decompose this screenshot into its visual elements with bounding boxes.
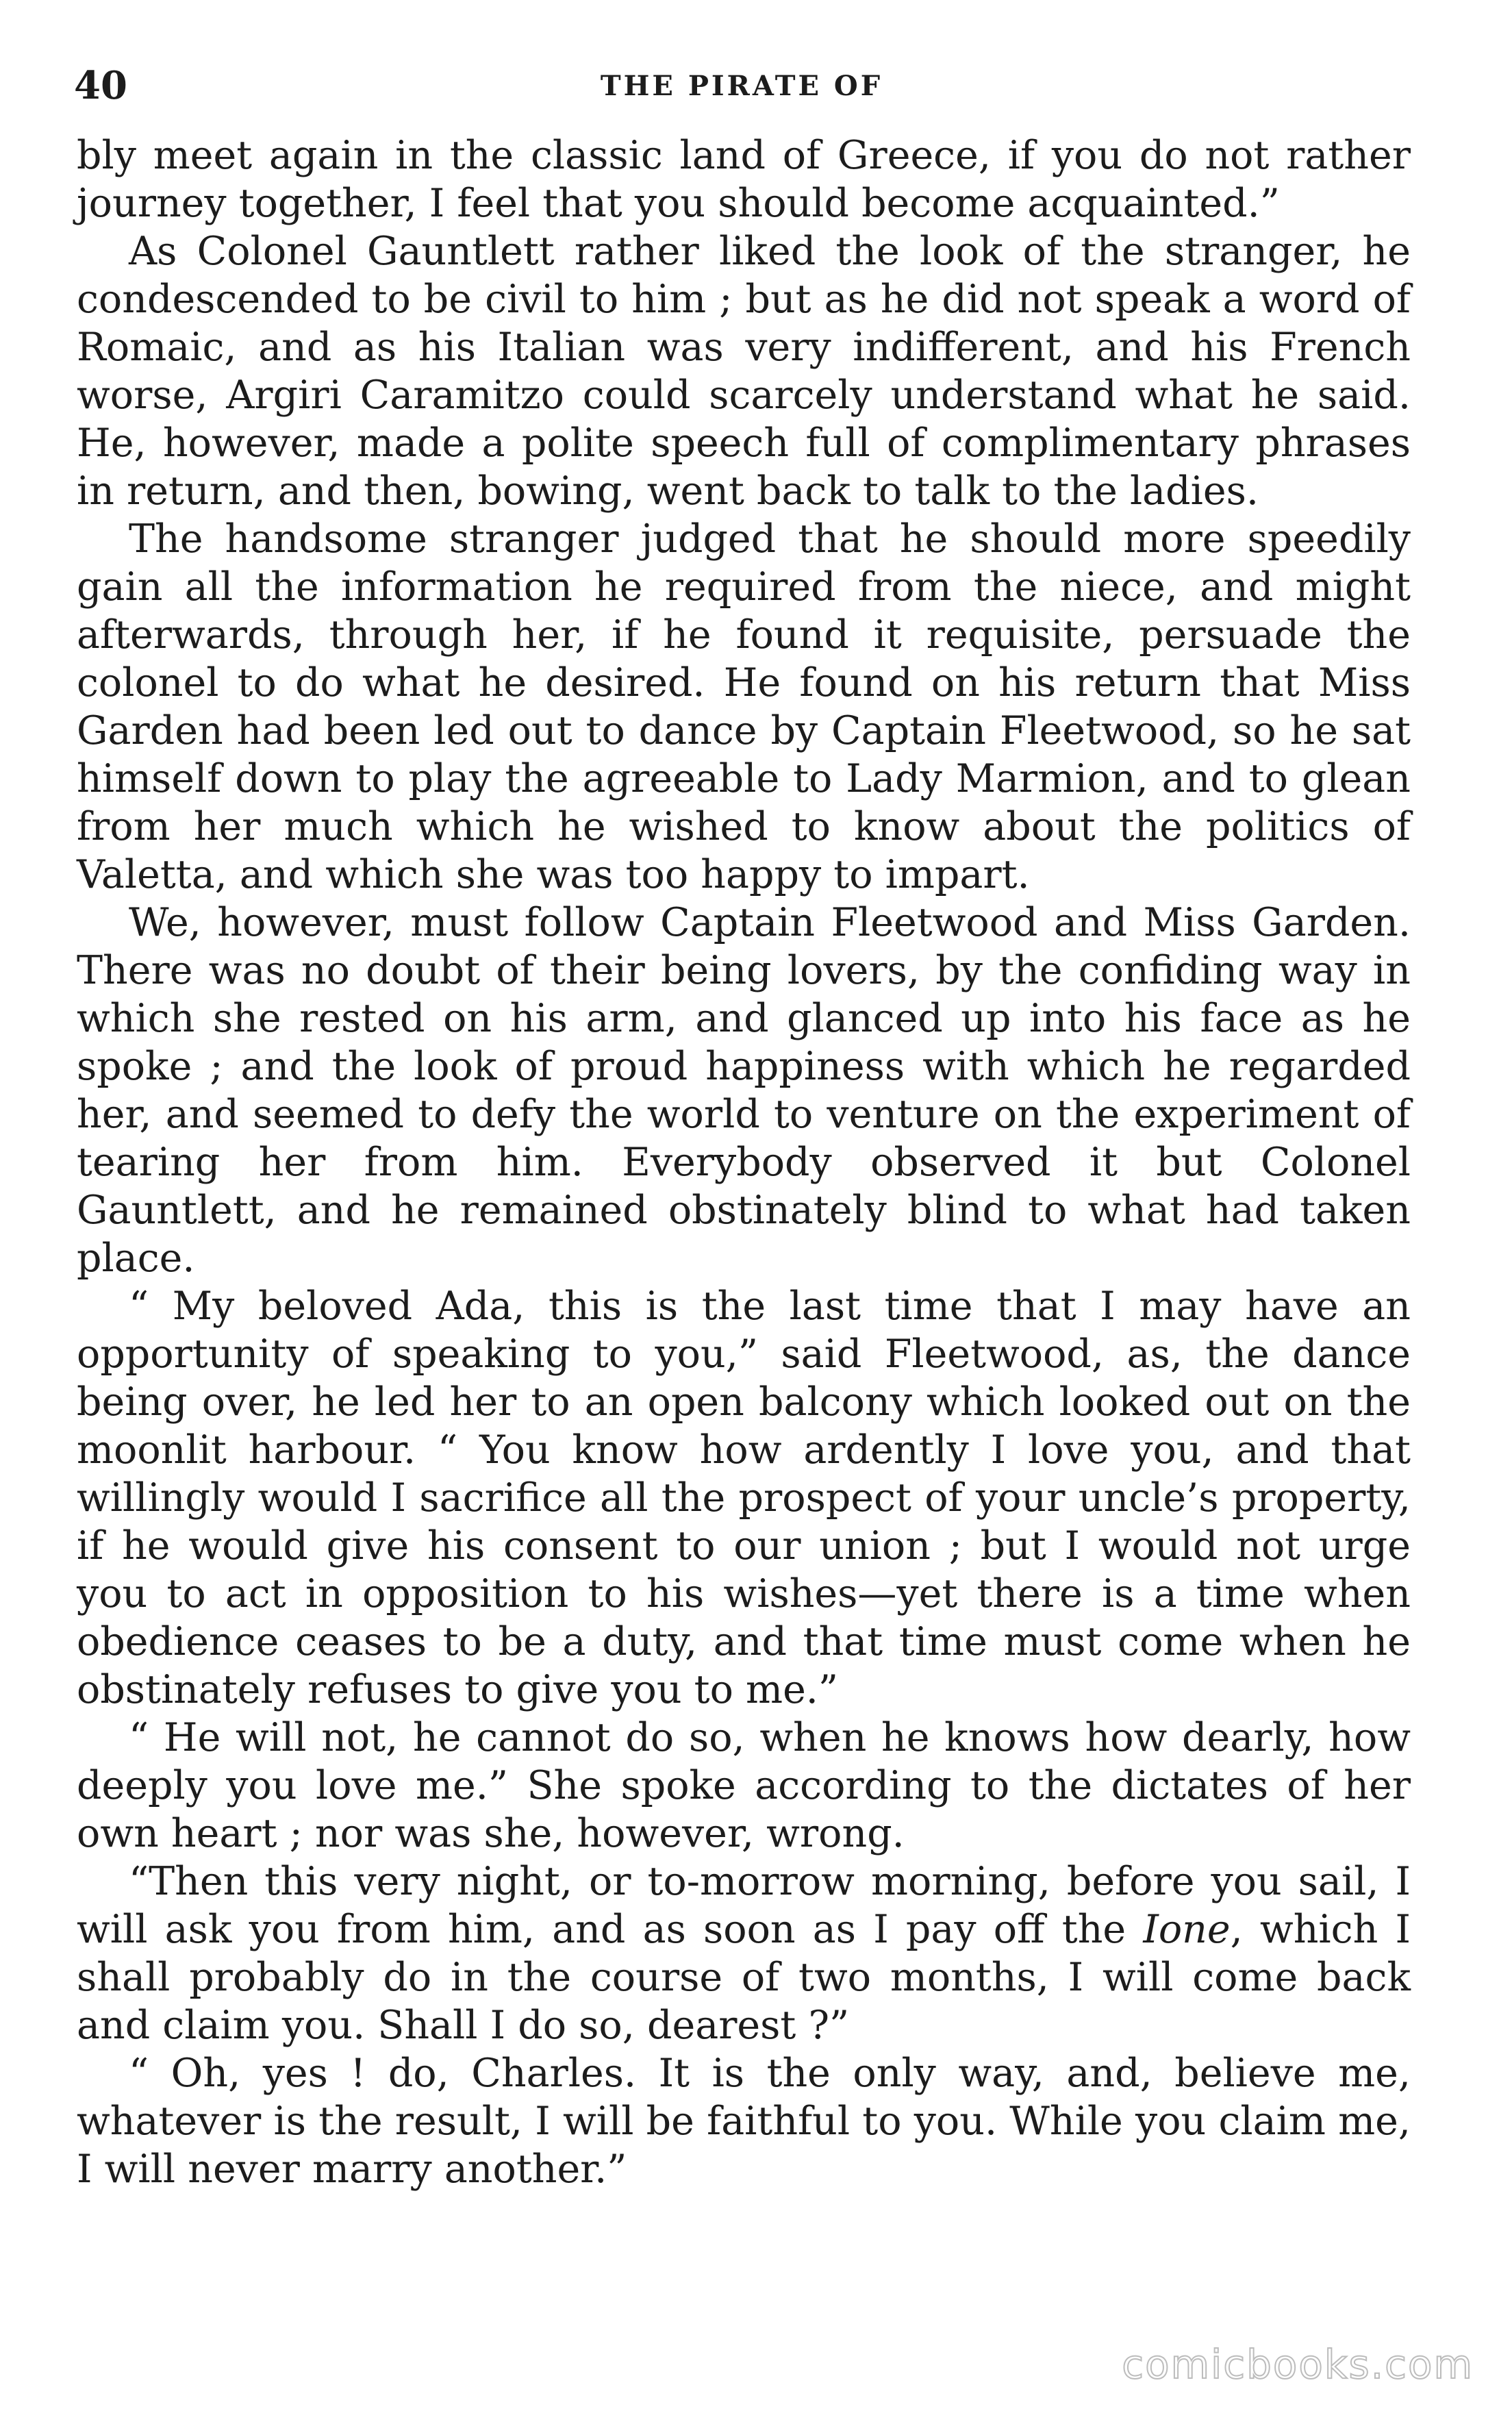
paragraph-6: “ He will not, he cannot do so, when he knows how dearly, how deeply you love me.” She spoke according to the dictates of her own heart ; nor was she, however, wrong. xyxy=(77,1715,1411,1856)
running-title: THE PIRATE OF xyxy=(600,70,883,102)
paragraph-7-end: , which I shall probably do in the course of two months, I will come back and claim you. Shall I do so, dearest ?” xyxy=(77,1907,1411,2048)
paragraph-7 xyxy=(77,1858,1411,2049)
paragraph-2: As Colonel Gauntlett rather liked the look of the stranger, he condescended to be civil to him ; but as he did not speak a word of Romaic, and as his Italian was very indifferent, and his French worse, Argiri Caramitzo could scarcely understand what he said. He, however, made a polite speech full of complimentary phrases in return, and then, bowing, went back to talk to the ladies. xyxy=(77,229,1411,514)
watermark: comicbooks.com xyxy=(1122,2341,1474,2388)
ship-name-ione: Ione xyxy=(1143,1907,1231,1952)
paragraph-8: “ Oh, yes ! do, Charles. It is the only way, and, believe me, whatever is the result, I will be faithful to you. While you claim me, I will never marry another.” xyxy=(77,2051,1411,2192)
page-number: 40 xyxy=(74,63,127,108)
running-head xyxy=(74,62,1409,110)
paragraph-3: The handsome stranger judged that he should more speedily gain all the information he required from the niece, and might afterwards, through her, if he found it requisite, persuade the colonel to do what he desired. He found on his return that Miss Garden had been led out to dance by Captain Fleetwood, so he sat himself down to play the agreeable to Lady Marmion, and to glean from her much which he wished to know about the politics of Valetta, and which she was too happy to impart. xyxy=(77,516,1411,897)
paragraph-7-start: “Then this very night, or to-morrow morning, before you sail, I will ask you from him, and as soon as I pay off the xyxy=(77,1859,1411,1952)
paragraph-5: “ My beloved Ada, this is the last time that I may have an opportunity of speaking to you,” said Fleetwood, as, the dance being over, he led her to an open balcony which looked out on the moonlit harbour. “ You know how ardently I love you, and that willingly would I sacrifice all the prospect of your uncle’s property, if he would give his consent to our union ; but I would not urge you to act in opposition to his wishes—yet there is a time when obedience ceases to be a duty, and that time must come when he obstinately refuses to give you to me.” xyxy=(77,1284,1411,1712)
paragraph-4: We, however, must follow Captain Fleetwood and Miss Garden. There was no doubt of their being lovers, by the confiding way in which she rested on his arm, and glanced up into his face as he spoke ; and the look of proud happiness with which he regarded her, and seemed to defy the world to venture on the experiment of tearing her from him. Everybody observed it but Colonel Gauntlett, and he remained obstinately blind to what had taken place. xyxy=(77,900,1411,1281)
paragraph-1: bly meet again in the classic land of Greece, if you do not rather journey together, I feel that you should become acquainted.” xyxy=(77,133,1411,226)
body-text xyxy=(77,132,1411,2193)
